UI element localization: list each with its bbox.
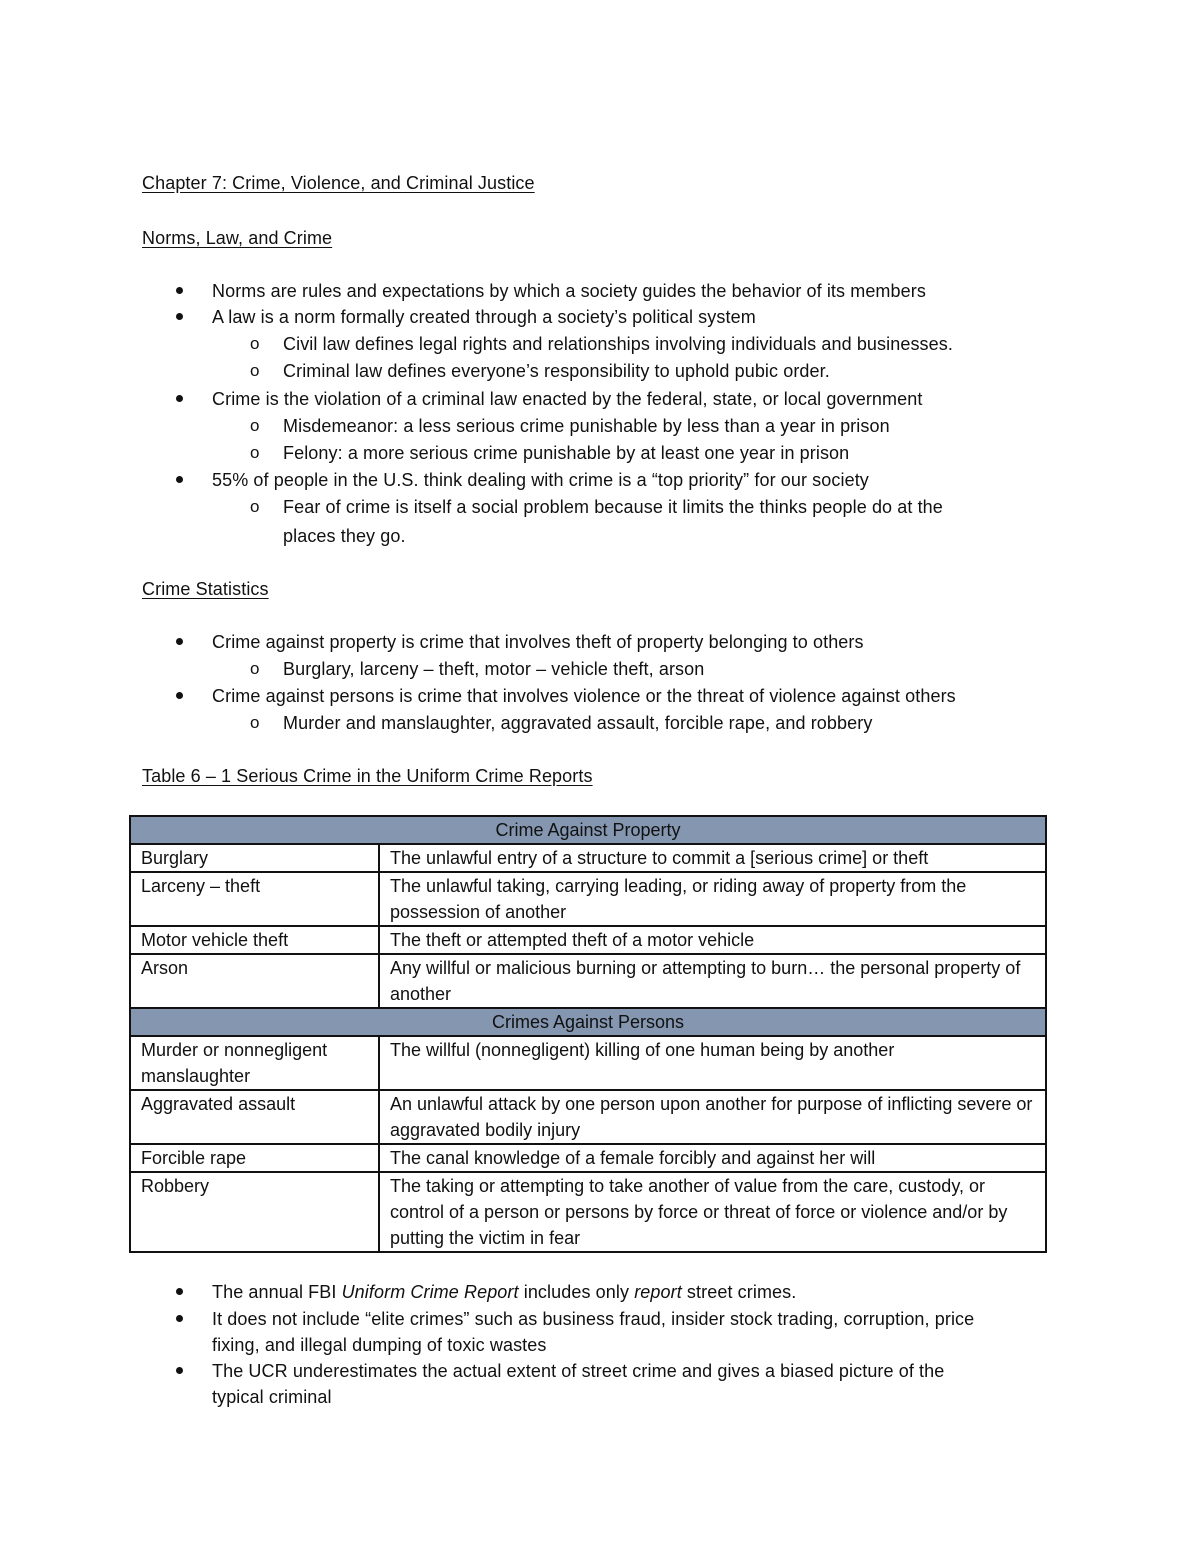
table-cell-definition: An unlawful attack by one person upon another for purpose of inflicting severe or aggravated bodily injury: [379, 1090, 1046, 1144]
list-item: Crime against property is crime that involves theft of property belonging to others: [212, 632, 864, 652]
sub-list-item: Misdemeanor: a less serious crime punishable by less than a year in prison: [283, 416, 890, 436]
table-cell-term: Larceny – theft: [130, 872, 379, 926]
table-cell-definition: Any willful or malicious burning or attempting to burn… the personal property of another: [379, 954, 1046, 1008]
bullet-icon: [176, 476, 183, 483]
sub-list-item: Felony: a more serious crime punishable by at least one year in prison: [283, 443, 850, 463]
table-cell-definition: The canal knowledge of a female forcibly and against her will: [379, 1144, 1046, 1172]
table-cell-term: Forcible rape: [130, 1144, 379, 1172]
list-item-continuation: fixing, and illegal dumping of toxic wastes: [212, 1335, 547, 1355]
table-cell-definition: The unlawful entry of a structure to commit a [serious crime] or theft: [379, 844, 1046, 872]
table-cell-term: Murder or nonnegligent manslaughter: [130, 1036, 379, 1090]
list-item-continuation: typical criminal: [212, 1387, 332, 1407]
table-cell-definition: The unlawful taking, carrying leading, or riding away of property from the possession of another: [379, 872, 1046, 926]
sub-list-item: Civil law defines legal rights and relationships involving individuals and businesses.: [283, 334, 953, 354]
list-item-emphasis: report: [634, 1282, 682, 1302]
sub-list-item: Murder and manslaughter, aggravated assault, forcible rape, and robbery: [283, 713, 873, 733]
list-item: Norms are rules and expectations by which a society guides the behavior of its members: [212, 281, 926, 301]
list-item: Crime is the violation of a criminal law enacted by the federal, state, or local government: [212, 389, 923, 409]
bullet-icon: [176, 692, 183, 699]
table-row: [130, 1144, 1046, 1172]
bullet-icon: [176, 287, 183, 294]
sub-list-item: Burglary, larceny – theft, motor – vehicle theft, arson: [283, 659, 705, 679]
table-header-row: [130, 816, 1046, 844]
table-cell-definition: The theft or attempted theft of a motor vehicle: [379, 926, 1046, 954]
bullet-icon: [176, 638, 183, 645]
table-cell-definition: The willful (nonnegligent) killing of one human being by another: [379, 1036, 1046, 1090]
page-title: Chapter 7: Crime, Violence, and Criminal Justice: [142, 173, 535, 193]
section-heading-statistics: Crime Statistics: [142, 579, 269, 599]
table-row: [130, 844, 1046, 872]
table-row: [130, 954, 1046, 1008]
list-item-text: The annual FBI: [212, 1282, 342, 1302]
crime-table: [129, 815, 1047, 1253]
bullet-icon: [176, 395, 183, 402]
sub-bullet-icon: o: [250, 416, 260, 435]
list-item: The UCR underestimates the actual extent of street crime and gives a biased picture of the: [212, 1361, 945, 1381]
table-row: [130, 1172, 1046, 1252]
bullet-icon: [176, 313, 183, 320]
table-cell-term: Motor vehicle theft: [130, 926, 379, 954]
table-header-property: Crime Against Property: [130, 816, 1046, 844]
table-row: [130, 1090, 1046, 1144]
section-heading-norms: Norms, Law, and Crime: [142, 228, 333, 248]
sub-list-item-continuation: places they go.: [283, 526, 406, 546]
list-item: [212, 1279, 796, 1305]
table-cell-term: Aggravated assault: [130, 1090, 379, 1144]
sub-bullet-icon: o: [250, 497, 260, 516]
table-cell-term: Robbery: [130, 1172, 379, 1252]
bullet-icon: [176, 1367, 183, 1374]
table-caption: Table 6 – 1 Serious Crime in the Uniform Crime Reports: [142, 766, 593, 786]
list-item: Crime against persons is crime that involves violence or the threat of violence against others: [212, 686, 956, 706]
list-item: It does not include “elite crimes” such as business fraud, insider stock trading, corruption, price: [212, 1309, 975, 1329]
table-cell-definition: The taking or attempting to take another of value from the care, custody, or control of a person or persons by force or threat of force or violence and/or by putting the victim in fear: [379, 1172, 1046, 1252]
list-item-text: street crimes.: [681, 1282, 797, 1302]
sub-bullet-icon: o: [250, 334, 260, 353]
list-item-text: includes only: [518, 1282, 635, 1302]
table-row: [130, 872, 1046, 926]
bullet-icon: [176, 1315, 183, 1322]
list-item: 55% of people in the U.S. think dealing with crime is a “top priority” for our society: [212, 470, 869, 490]
table-header-row: [130, 1008, 1046, 1036]
table-row: [130, 1036, 1046, 1090]
table-cell-term: Burglary: [130, 844, 379, 872]
list-item: A law is a norm formally created through a society’s political system: [212, 307, 756, 327]
list-item-emphasis: Uniform Crime Report: [341, 1282, 519, 1302]
table-header-persons: Crimes Against Persons: [130, 1008, 1046, 1036]
table-row: [130, 926, 1046, 954]
sub-bullet-icon: o: [250, 659, 260, 678]
sub-list-item: Fear of crime is itself a social problem because it limits the thinks people do at the: [283, 497, 943, 517]
bullet-icon: [176, 1288, 183, 1295]
sub-list-item: Criminal law defines everyone’s responsibility to uphold pubic order.: [283, 361, 830, 381]
sub-bullet-icon: o: [250, 713, 260, 732]
sub-bullet-icon: o: [250, 361, 260, 380]
sub-bullet-icon: o: [250, 443, 260, 462]
table-cell-term: Arson: [130, 954, 379, 1008]
